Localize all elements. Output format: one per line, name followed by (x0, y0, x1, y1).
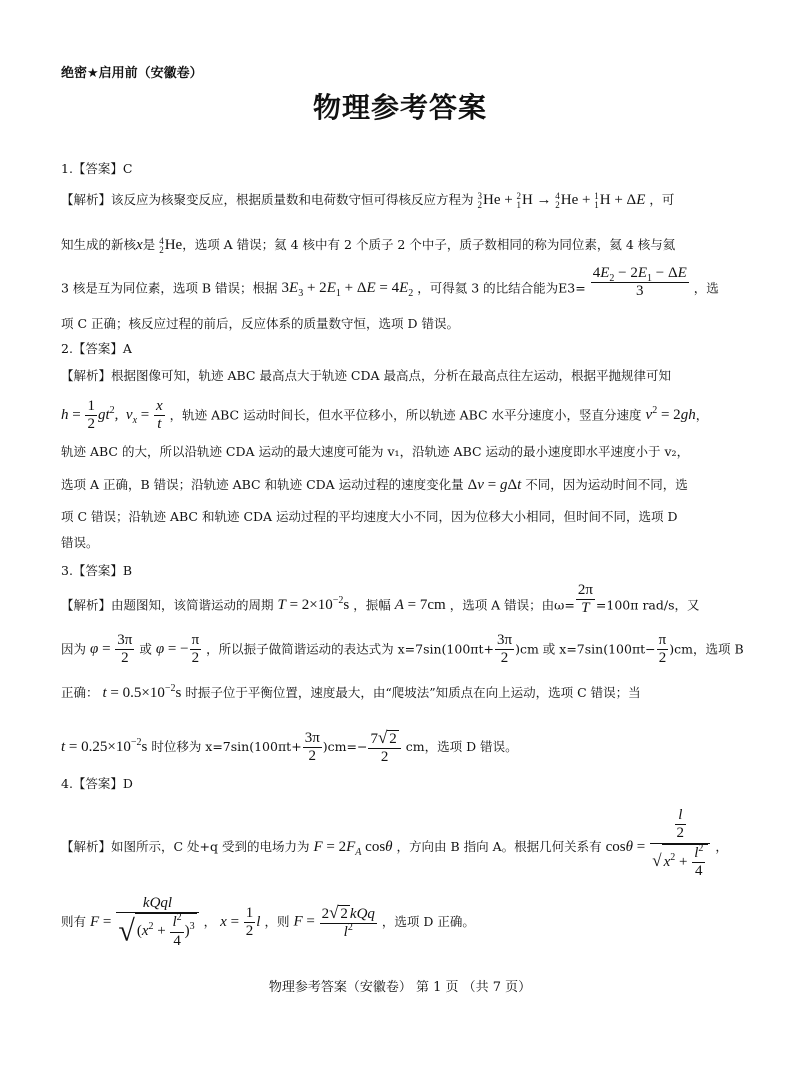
page-title: 物理参考答案 (312, 91, 487, 124)
confidential-label: 绝密★启用前（安徽卷） (61, 66, 203, 81)
q2-line-4: 选项 A 正确，B 错误；沿轨迹 ABC 和轨迹 CDA 运动过程的速度变化量 Δv = gΔt 不同，因为运动时间不同，选 (61, 477, 688, 493)
q3-line-1: 【解析】由题图知，该简谐运动的周期 $T = 2\times 10^{-2}s$ ，振幅 A = 7cm ，选项 A 错误；由ω= $\frac{2\pi}{T}$ =100π rad/s，又 (61, 582, 700, 617)
q4-line-2: 则有 F = kQql √ ($x^2$ + $\frac{l^2}{4}$ )$^3$ ， x = $\frac{1}{2}$ l ，则 F = $\frac{\text{2√ 2 kQq}}{l^2}$ ，选项 D 正确。 (61, 895, 475, 949)
q3-line-3: 正确： $t = 0.5\times 10^{-2}s$ 时振子位于平衡位置，速度最大，由“爬坡法”知质点在向上运动，选项 C 错误；当 (61, 683, 641, 701)
q1-line-1: 【解析】该反应为核聚变反应，根据质量数和电荷数守恒可得核反应方程为 3 2 He + 2 1 H → 4 2 He + 1 1 H + ΔE ，可 (61, 191, 675, 210)
q3-line-4: $t = 0.25\times 10^{-2}s$ 时位移为 x=7sin(100πt+ $\frac{3\pi}{2}$ )cm=− $\frac{7√ 2}{2}$ cm，选项 D 错误。 (61, 728, 518, 766)
page-footer: 物理参考答案（安徽卷） 第 1 页 （共 7 页） (268, 980, 532, 995)
q1-line-3: 3 核是互为同位素，选项 B 错误；根据 $3E_3 + 2E_1 + \Delta E = 4E_2$ ，可得氦 3 的比结合能为E3= $\frac{4E_2 - 2E_1 - \Delta E}{3}$ ，选 (61, 265, 719, 300)
q2-line-6: 错误。 (61, 535, 99, 550)
q4-force-fraction: kQql √ ($x^2$ + $\frac{l^2}{4}$ )$^3$ (116, 895, 198, 950)
q1-binding-energy-fraction: $\frac{4E_2 - 2E_1 - \Delta E}{3}$ (592, 265, 687, 300)
q4-cos-fraction: $\frac{l}{2}$ √ $x^2$ + $\frac{l^2}{4}$ (650, 807, 710, 880)
q1-line-4: 项 C 正确；核反应过程的前后，反应体系的质量数守恒，选项 D 错误。 (61, 316, 459, 331)
q2-line-5: 项 C 错误；沿轨迹 ABC 和轨迹 CDA 运动过程的平均速度大小不同，因为位移大小相同，但时间不同，选项 D (61, 509, 678, 524)
q2-line-1: 【解析】根据图像可知，轨迹 ABC 最高点大于轨迹 CDA 最高点，分析在最高点往左运动，根据平抛规律可知 (61, 368, 672, 383)
q3-answer: 3.【答案】B (61, 563, 133, 578)
q4-line-1: 【解析】如图所示，C 处+q 受到的电场力为 $F = 2F_A$ cosθ ，方向由 B 指向 A。根据几何关系有 cosθ = $\frac{l}{2}$ √ $x^2$ + $\frac{l^2}{4}$ ， (61, 807, 728, 879)
q2-projectile-formulas: h = $\frac{1}{2}$ $gt^2$, $v_x$ = $\frac{x}{t}$ (61, 398, 163, 433)
q1-answer: 1.【答案】C (61, 161, 133, 176)
q4-answer: 4.【答案】D (61, 776, 133, 791)
q1-nuclear-equation: 3 2 He + 2 1 H → 4 2 He + 1 1 H + ΔE (477, 191, 646, 210)
q2-line-3: 轨迹 ABC 的大，所以沿轨迹 CDA 运动的最大速度可能为 v₁，沿轨迹 ABC 运动的最小速度即水平速度小于 v₂， (61, 444, 690, 459)
q2-answer: 2.【答案】A (61, 341, 132, 356)
q2-line-2: h = $\frac{1}{2}$ $gt^2$, $v_x$ = $\frac{x}{t}$ ，轨迹 ABC 运动时间长，但水平位移小，所以轨迹 ABC 水平分速度小，竖直分速度 $v^2 = 2gh$， (61, 398, 709, 433)
q3-line-2: 因为 φ = $\frac{3\pi}{2}$ 或 φ = − $\frac{\pi}{2}$ ，所以振子做简谐运动的表达式为 x=7sin(100πt+ $\frac{3\pi}{2}$ )cm 或 x=7sin(100πt− $\frac{\pi}{2}$ )cm，选项 B (61, 632, 744, 667)
q1-energy-equation: $3E_3 + 2E_1 + \Delta E = 4E_2$ (281, 280, 414, 300)
q1-line-2: 知生成的新核x是 4 2 He，选项 A 错误；氦 4 核中有 2 个质子 2 个中子，质子数相同的称为同位素，氦 4 核与氦 (61, 236, 676, 255)
